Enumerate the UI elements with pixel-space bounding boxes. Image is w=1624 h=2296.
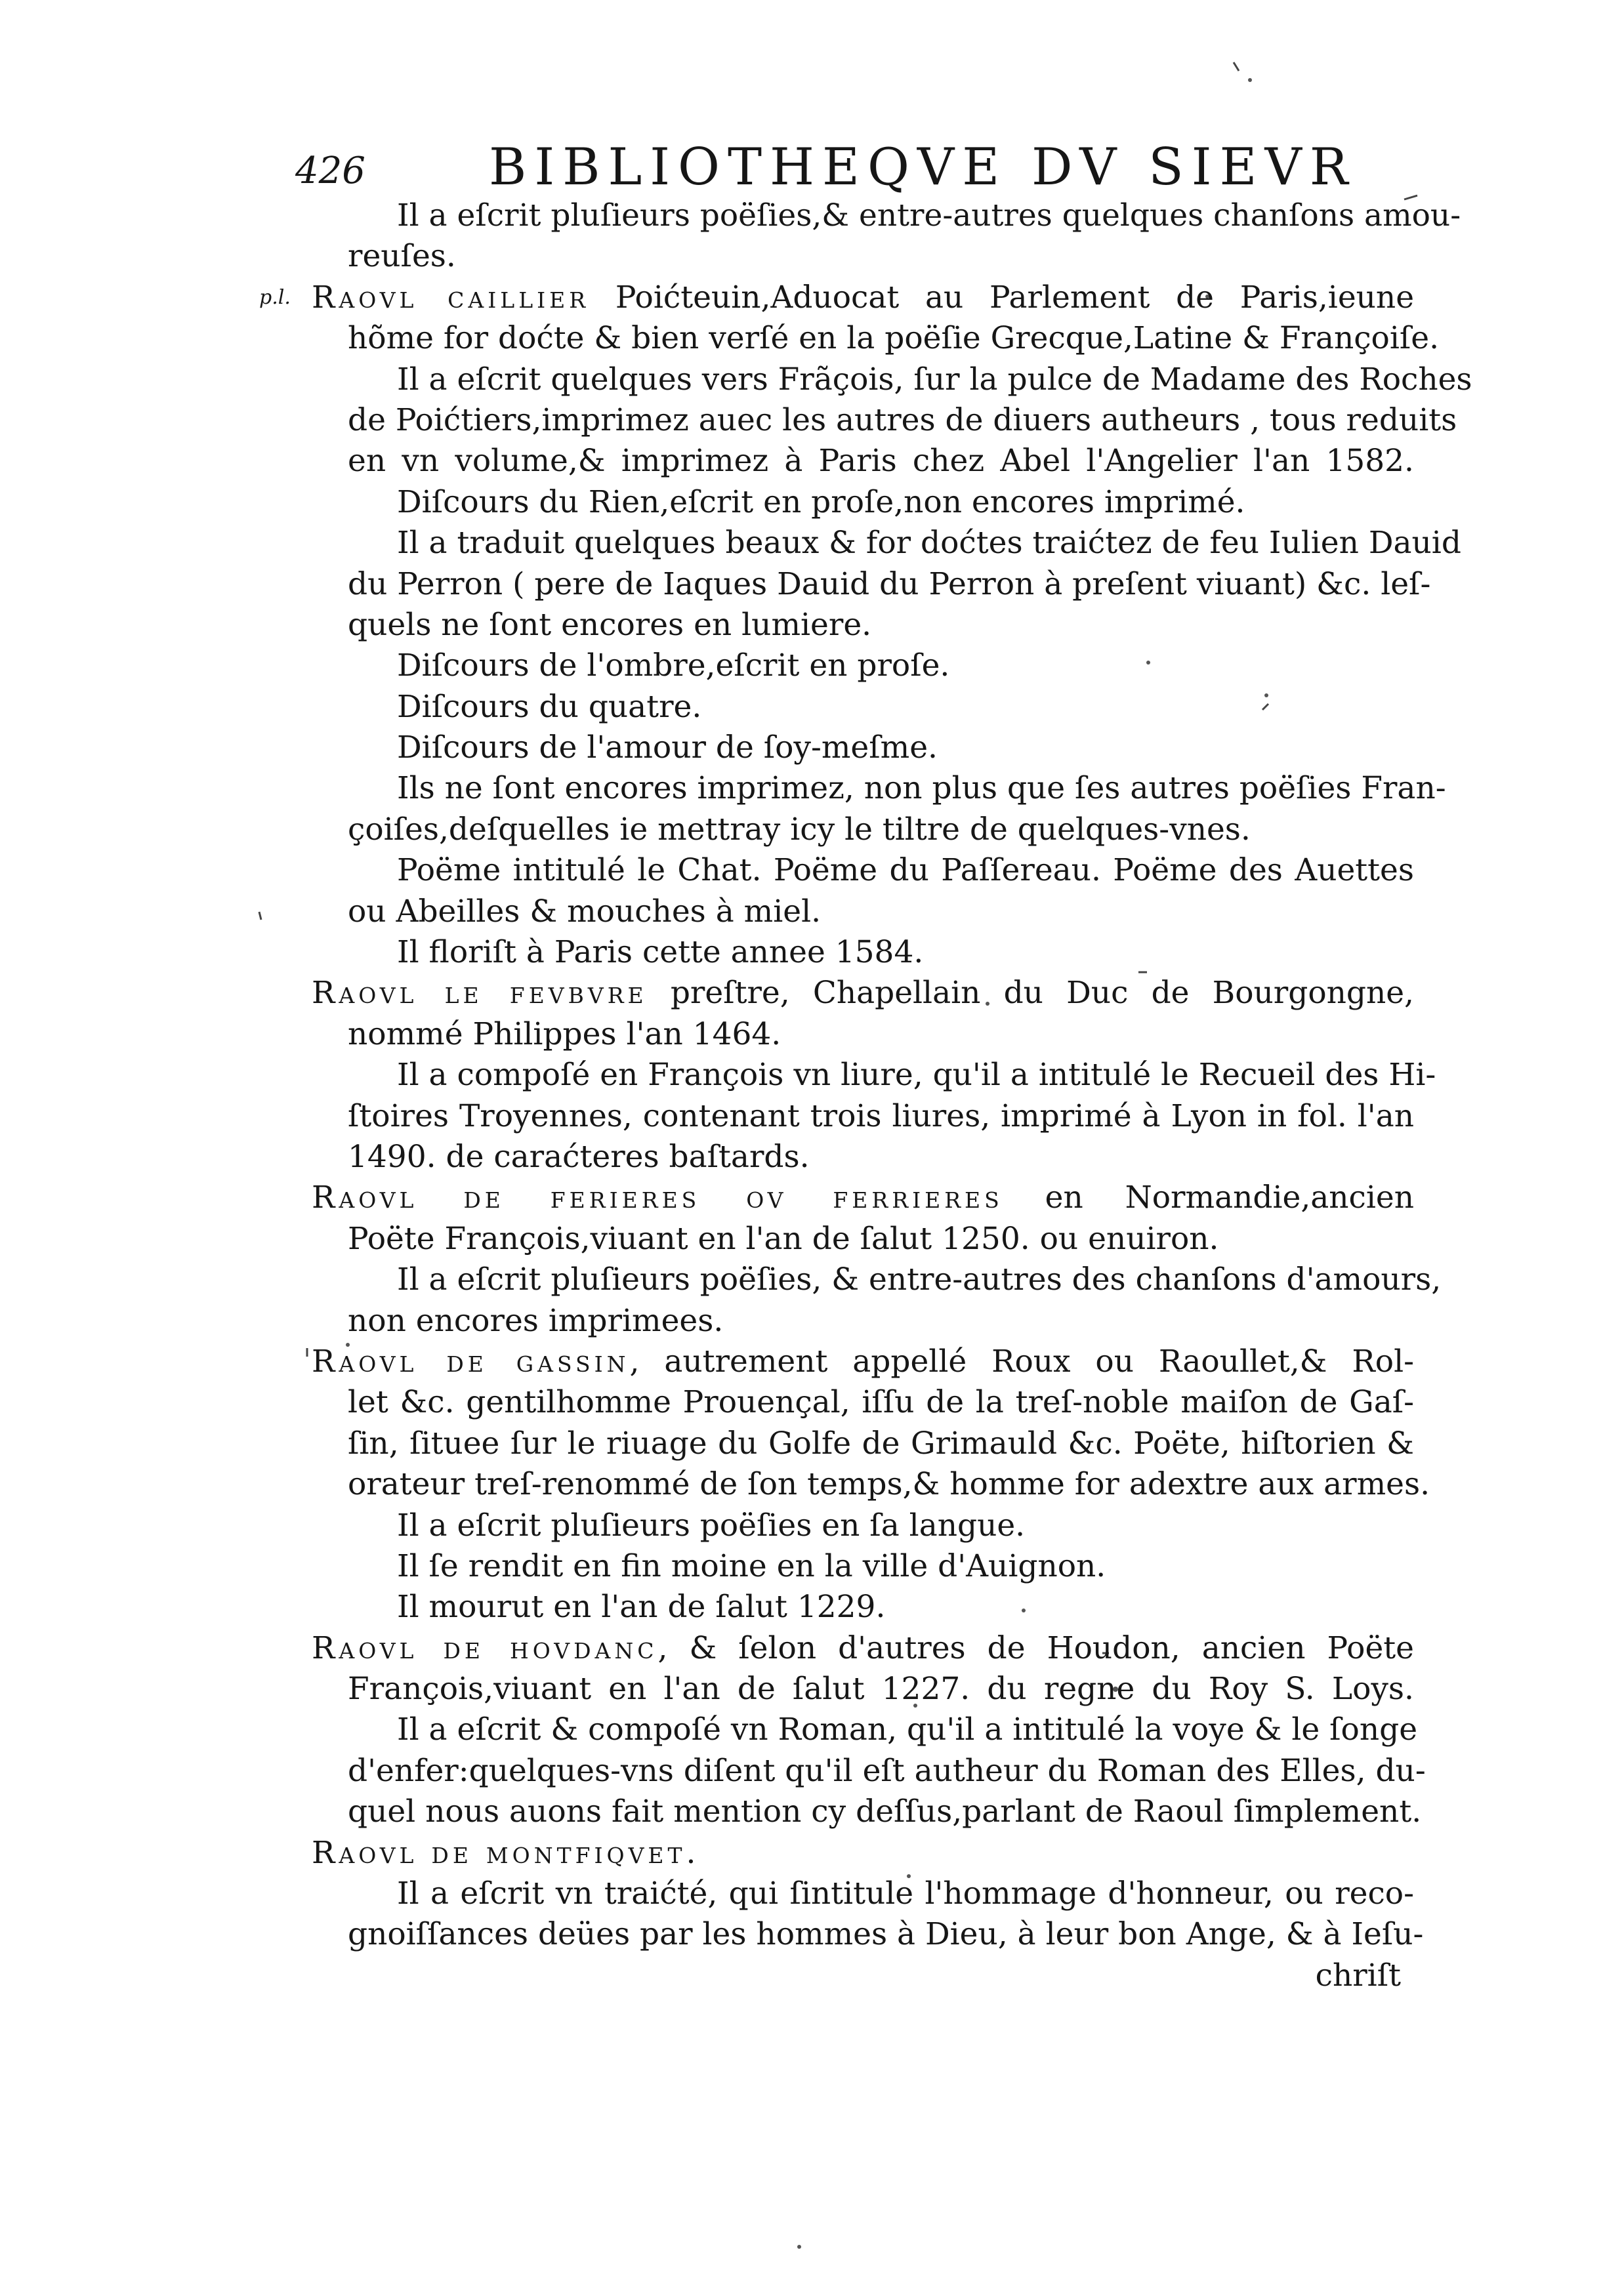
line-text: Il ſe rendit en fin moine en la ville d'Auignon.: [397, 1548, 1106, 1584]
entry-author-name: Raovl de ferieres ov ferrieres: [312, 1179, 1003, 1216]
line-text: , autrement appellé Roux ou Raoullet,& Rol-: [629, 1343, 1414, 1380]
text-line: [312, 646, 1414, 686]
text-line: [312, 1506, 1414, 1546]
line-text: non encores imprimees.: [348, 1302, 724, 1339]
entry-heading-line: [312, 973, 1414, 1014]
text-line: [312, 1424, 1414, 1464]
margin-note: p.l.: [259, 285, 291, 309]
line-text: let &c. gentilhomme Prouençal, iſſu de la treſ-noble maiſon de Gaſ-: [348, 1384, 1414, 1421]
entry-author-name: Raovl de hovdanc: [312, 1630, 658, 1666]
line-text: en Normandie,ancien: [1003, 1179, 1414, 1216]
text-line: [312, 523, 1461, 564]
line-text: 1490. de caraćteres baſtards.: [348, 1138, 810, 1175]
line-text: orateur treſ-renommé de ſon temps,& homme for adextre aux armes.: [348, 1466, 1430, 1503]
text-line: [312, 236, 1414, 277]
text-line: [312, 932, 1414, 973]
line-text: nommé Philippes l'an 1464.: [348, 1015, 781, 1052]
text-line: [312, 768, 1446, 809]
text-line: [312, 482, 1414, 523]
line-text: gnoiſſances deües par les hommes à Dieu, à leur bon Ange, & à Ieſu-: [348, 1916, 1424, 1953]
line-text: Diſcours de l'amour de ſoy-meſme.: [397, 729, 938, 766]
line-text: Il a eſcrit quelques vers Frãçois, ſur la pulce de Madame des Roches: [397, 361, 1472, 398]
line-text: Diſcours de l'ombre,eſcrit en proſe.: [397, 647, 950, 684]
entry-author-name: Raovl de montfiqvet.: [312, 1834, 700, 1871]
text-line: [312, 1914, 1424, 1955]
line-text: quels ne ſont encores en lumiere.: [348, 606, 872, 643]
text-line: [312, 1096, 1414, 1137]
entry-author-name: Raovl le fevbvre: [312, 975, 648, 1012]
line-text: quel nous auons fait mention cy deſſus,parlant de Raoul ſimplement.: [348, 1794, 1422, 1830]
line-text: Il a traduit quelques beaux & for doćtes traićtez de feu Iulien Dauid: [397, 525, 1461, 562]
line-text: , & ſelon d'autres de Houdon, ancien Poëte: [657, 1630, 1414, 1666]
text-line: [312, 1055, 1436, 1096]
text-line: [312, 1219, 1414, 1260]
text-line: [312, 318, 1440, 359]
line-text: çoiſes,deſquelles ie mettray icy le tiltre de quelques-vnes.: [348, 811, 1251, 848]
line-text: Il floriſt à Paris cette annee 1584.: [397, 934, 924, 971]
line-text: Poëme intitulé le Chat. Poëme du Paſſereau. Poëme des Auettes: [397, 852, 1414, 889]
entry-heading-line: [312, 1342, 1414, 1382]
text-line: [312, 1751, 1426, 1792]
line-text: Il a eſcrit pluſieurs poëſies, & entre-autres des chanſons d'amours,: [397, 1261, 1442, 1298]
text-line: [312, 400, 1457, 441]
text-line: [312, 1874, 1414, 1914]
text-line: [312, 1464, 1430, 1505]
text-line: [312, 728, 1414, 768]
line-text: en vn volume,& imprimez à Paris chez Abel l'Angelier l'an 1582.: [348, 443, 1414, 480]
text-line: [312, 810, 1414, 850]
page-number: 426: [295, 150, 365, 192]
line-text: Il a eſcrit & compoſé vn Roman, qu'il a intitulé la voye & le ſonge: [397, 1712, 1418, 1748]
line-text: Il a eſcrit pluſieurs poëſies,& entre-autres quelques chanſons amou-: [397, 197, 1461, 234]
entry-author-name: Raovl caillier: [312, 279, 590, 316]
text-line: [312, 359, 1472, 400]
entry-heading-line: [312, 1833, 1414, 1874]
text-line: [312, 1137, 1414, 1178]
line-text: preſtre, Chapellain du Duc de Bourgongne,: [647, 975, 1414, 1012]
line-text: Poëte François,viuant en l'an de ſalut 1250. ou enuiron.: [348, 1220, 1219, 1257]
line-text: ſin, ſituee ſur le riuage du Golfe de Grimauld &c. Poëte, hiſtorien &: [348, 1425, 1414, 1462]
line-text: Ils ne ſont encores imprimez, non plus que ſes autres poëſies Fran-: [397, 770, 1446, 807]
line-text: du Perron ( pere de Iaques Dauid du Perron à preſent viuant) &c. leſ-: [348, 565, 1431, 602]
text-line: [312, 1710, 1418, 1750]
line-text: François,viuant en l'an de ſalut 1227. du regne du Roy S. Loys.: [348, 1671, 1414, 1708]
line-text: reuſes.: [348, 238, 456, 275]
line-text: Il a compoſé en François vn liure, qu'il a intitulé le Recueil des Hi-: [397, 1057, 1436, 1094]
text-line: [312, 1014, 1414, 1055]
text-line: [312, 1546, 1414, 1587]
text-line: [312, 564, 1431, 605]
line-text: Il a eſcrit vn traićté, qui ſintitule l'hommage d'honneur, ou reco-: [397, 1876, 1414, 1912]
line-text: ſtoires Troyennes, contenant trois liures, imprimé à Lyon in fol. l'an: [348, 1097, 1414, 1134]
entry-author-name: Raovl de gassin: [312, 1343, 630, 1380]
text-line: [312, 1792, 1422, 1832]
text-line: [312, 687, 1414, 728]
text-line: [312, 1382, 1414, 1423]
line-text: Il mourut en l'an de ſalut 1229.: [397, 1589, 886, 1626]
line-text: Il a eſcrit pluſieurs poëſies en ſa langue.: [397, 1507, 1026, 1544]
text-line: [312, 1301, 1414, 1342]
entry-heading-line: [312, 1178, 1414, 1218]
line-text: Poićteuin,Aduocat au Parlement de Paris,ieune: [589, 279, 1415, 316]
text-line: [312, 850, 1414, 891]
line-text: d'enfer:quelques-vns diſent qu'il eſt autheur du Roman des Elles, du-: [348, 1752, 1426, 1789]
text-line: [312, 195, 1461, 236]
body-text: [259, 195, 1472, 1956]
text-line: [312, 1260, 1442, 1300]
running-title: BIBLIOTHEQVE DV SIEVR: [489, 138, 1356, 197]
text-line: [312, 605, 1414, 646]
line-text: Diſcours du Rien,eſcrit en proſe,non encores imprimé.: [397, 483, 1245, 520]
catchword: chriſt: [1315, 1958, 1401, 1994]
entry-heading-line: [259, 277, 1415, 318]
line-text: Diſcours du quatre.: [397, 688, 702, 725]
line-text: ou Abeilles & mouches à miel.: [348, 893, 822, 930]
text-line: [312, 441, 1414, 482]
line-text: de Poićtiers,imprimez auec les autres de diuers autheurs , tous reduits: [348, 401, 1457, 438]
running-header: [0, 138, 1624, 203]
entry-heading-line: [312, 1628, 1414, 1669]
text-line: [312, 1587, 1414, 1628]
text-line: [312, 1669, 1414, 1710]
line-text: hõme for doćte & bien verſé en la poëſie Grecque,Latine & Françoiſe.: [348, 320, 1440, 357]
text-line: [312, 892, 1414, 932]
catchword-line: [312, 1956, 1414, 1996]
